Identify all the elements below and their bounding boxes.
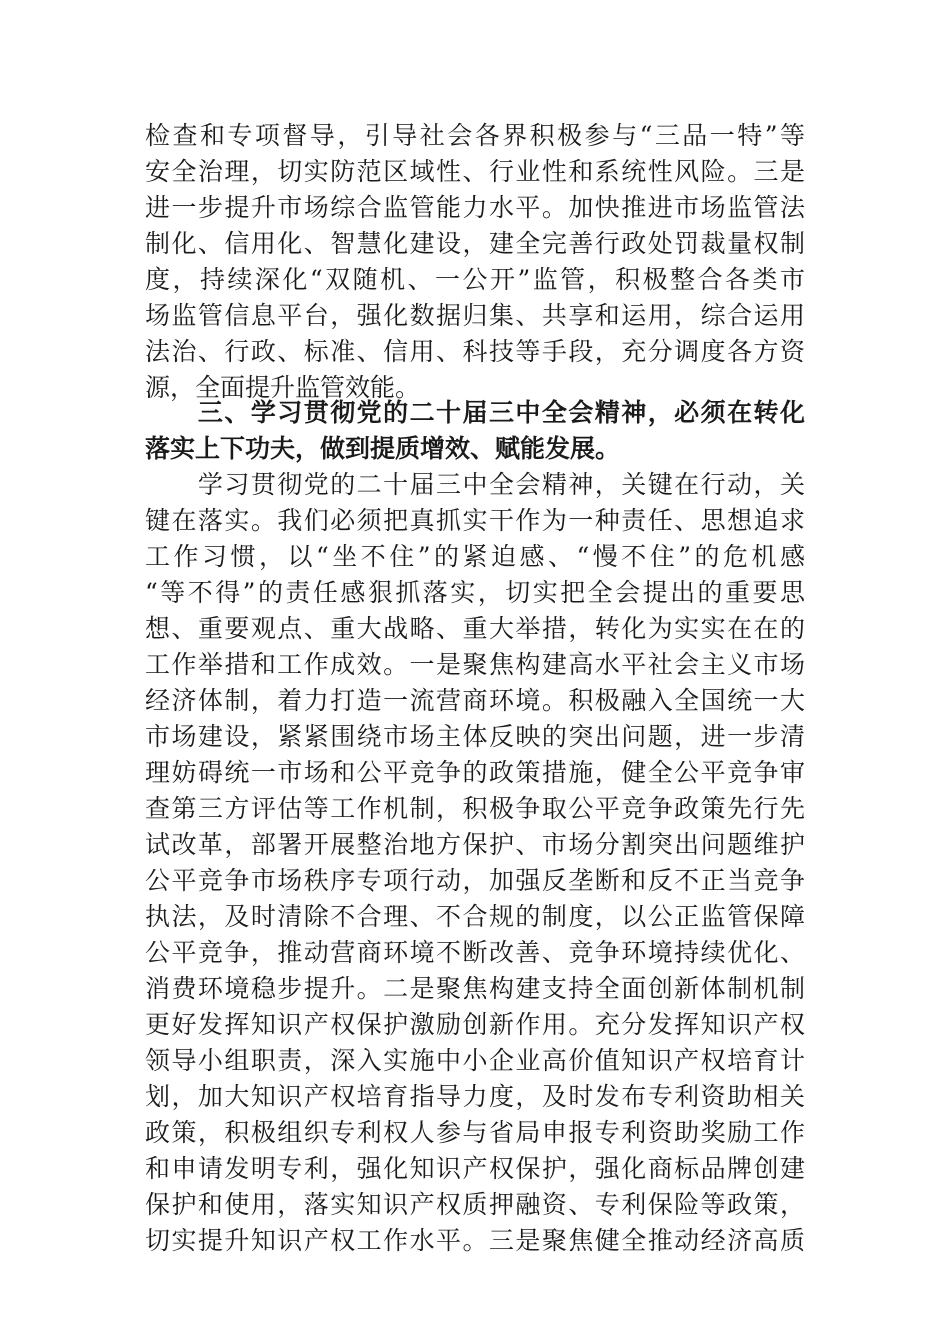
text-line: 切实提升知识产权工作水平。三是聚焦健全推动经济高质 xyxy=(145,1226,805,1255)
text-line: 市场建设，紧紧围绕市场主体反映的突出问题，进一步清 xyxy=(145,722,805,751)
text-line: 更好发挥知识产权保护激励创新作用。充分发挥知识产权 xyxy=(145,1010,805,1039)
text-line: 检查和专项督导，引导社会各界积极参与“三品一特”等 xyxy=(145,121,805,150)
text-line: 进一步提升市场综合监管能力水平。加快推进市场监管法 xyxy=(145,193,805,222)
text-line: 保护和使用，落实知识产权质押融资、专利保险等政策， xyxy=(145,1190,805,1219)
text-line: 试改革，部署开展整治地方保护、市场分割突出问题维护 xyxy=(145,830,805,859)
text-line: 制化、信用化、智慧化建设，建全完善行政处罚裁量权制 xyxy=(145,229,805,258)
text-line: 学习贯彻党的二十届三中全会精神，关键在行动，关 xyxy=(145,470,805,499)
text-line: 经济体制，着力打造一流营商环境。积极融入全国统一大 xyxy=(145,686,805,715)
text-line: 执法，及时清除不合理、不合规的制度，以公正监管保障 xyxy=(145,902,805,931)
text-line: 度，持续深化“双随机、一公开”监管，积极整合各类市 xyxy=(145,265,805,294)
text-line: 查第三方评估等工作机制，积极争取公平竞争政策先行先 xyxy=(145,794,805,823)
text-line: 键在落实。我们必须把真抓实干作为一种责任、思想追求 xyxy=(145,506,805,535)
text-line: 法治、行政、标准、信用、科技等手段，充分调度各方资 xyxy=(145,337,805,366)
text-line: 和申请发明专利，强化知识产权保护，强化商标品牌创建 xyxy=(145,1154,805,1183)
text-line: 政策，积极组织专利权人参与省局申报专利资助奖励工作 xyxy=(145,1118,805,1147)
text-line: 理妨碍统一市场和公平竞争的政策措施，健全公平竞争审 xyxy=(145,758,805,787)
text-line: 领导小组职责，深入实施中小企业高价值知识产权培育计 xyxy=(145,1046,805,1075)
text-line: 安全治理，切实防范区域性、行业性和系统性风险。三是 xyxy=(145,157,805,186)
heading-line: 三、学习贯彻党的二十届三中全会精神，必须在转化 xyxy=(145,398,805,427)
text-line: 公平竞争，推动营商环境不断改善、竞争环境持续优化、 xyxy=(145,938,805,967)
text-line: 想、重要观点、重大战略、重大举措，转化为实实在在的 xyxy=(145,614,805,643)
text-line: 场监管信息平台，强化数据归集、共享和运用，综合运用 xyxy=(145,301,805,330)
text-line: 消费环境稳步提升。二是聚焦构建支持全面创新体制机制 xyxy=(145,974,805,1003)
body-paragraph-1 xyxy=(145,118,805,406)
body-paragraph-2 xyxy=(145,467,805,1259)
section-heading xyxy=(145,395,805,467)
text-line: 公平竞争市场秩序专项行动，加强反垄断和反不正当竞争 xyxy=(145,866,805,895)
text-line: 工作举措和工作成效。一是聚焦构建高水平社会主义市场 xyxy=(145,650,805,679)
text-line: “等不得”的责任感狠抓落实，切实把全会提出的重要思 xyxy=(145,578,805,607)
text-line: 划，加大知识产权培育指导力度，及时发布专利资助相关 xyxy=(145,1082,805,1111)
text-line: 工作习惯，以“坐不住”的紧迫感、“慢不住”的危机感 xyxy=(145,542,805,571)
heading-line: 落实上下功夫，做到提质增效、赋能发展。 xyxy=(145,434,621,463)
text-line: 源，全面提升监管效能。 xyxy=(145,373,421,402)
